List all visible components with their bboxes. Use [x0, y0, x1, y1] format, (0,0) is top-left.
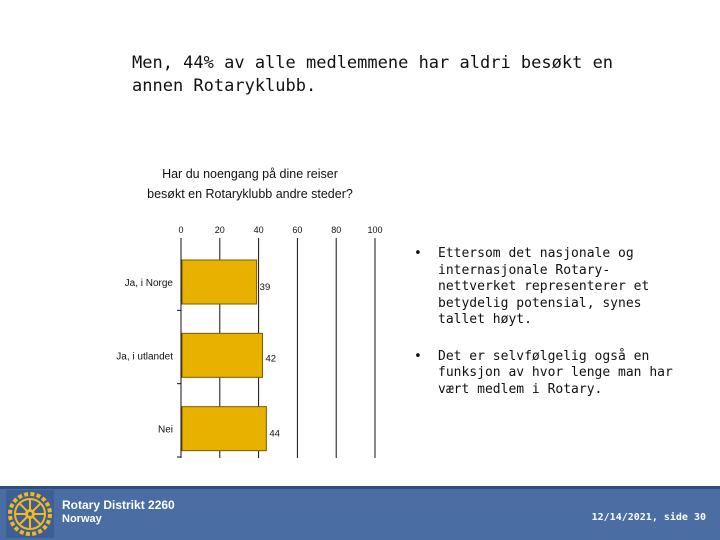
bullet-dot-icon: •: [414, 246, 422, 261]
category-label: Ja, i Norge: [124, 278, 173, 289]
footer-region: Norway: [62, 513, 102, 525]
bullet-text: Det er selvfølgelig også en funksjon av hvor lenge man har vært medlem i Rotary.: [438, 348, 673, 397]
bullet-text: Ettersom det nasjonale og internasjonale Rotary-nettverket representerer et betydelig potensial, synes tallet høyt.: [438, 246, 650, 327]
x-tick-label: 20: [214, 225, 225, 235]
bar: [182, 333, 262, 377]
bullet-item: [414, 349, 684, 399]
chart-title-line-1: Har du noengang på dine reiser: [162, 167, 338, 181]
footer-divider: [0, 486, 720, 489]
bullet-dot-icon: •: [414, 348, 422, 364]
data-label: 39: [259, 282, 271, 293]
x-tick-label: 100: [367, 225, 383, 235]
footer-slide-info: 12/14/2021, side 30: [591, 512, 706, 523]
bullet-list: [414, 246, 684, 418]
data-label: 42: [265, 353, 277, 365]
x-tick-label: 40: [253, 225, 264, 235]
x-tick-label: 0: [178, 225, 184, 235]
slide-title-line-2: annen Rotaryklubb.: [132, 76, 317, 96]
slide-title-line-1: Men, 44% av alle medlemmene har aldri besøkt en: [132, 53, 614, 73]
chart-title-line-2: besøkt en Rotaryklubb andre steder?: [147, 187, 353, 201]
category-label: Ja, i utlandet: [116, 351, 173, 363]
bullet-item: [414, 246, 684, 329]
x-tick-label: 80: [331, 225, 342, 235]
x-tick-label: 60: [292, 225, 303, 235]
footer-org-name: Rotary Distrikt 2260: [62, 498, 175, 512]
bar: [182, 260, 257, 304]
bar: [182, 407, 266, 451]
rotary-wheel-icon: [6, 490, 54, 538]
data-label: 44: [269, 428, 280, 440]
category-label: Nei: [157, 424, 173, 436]
footer-bar: [0, 486, 720, 540]
